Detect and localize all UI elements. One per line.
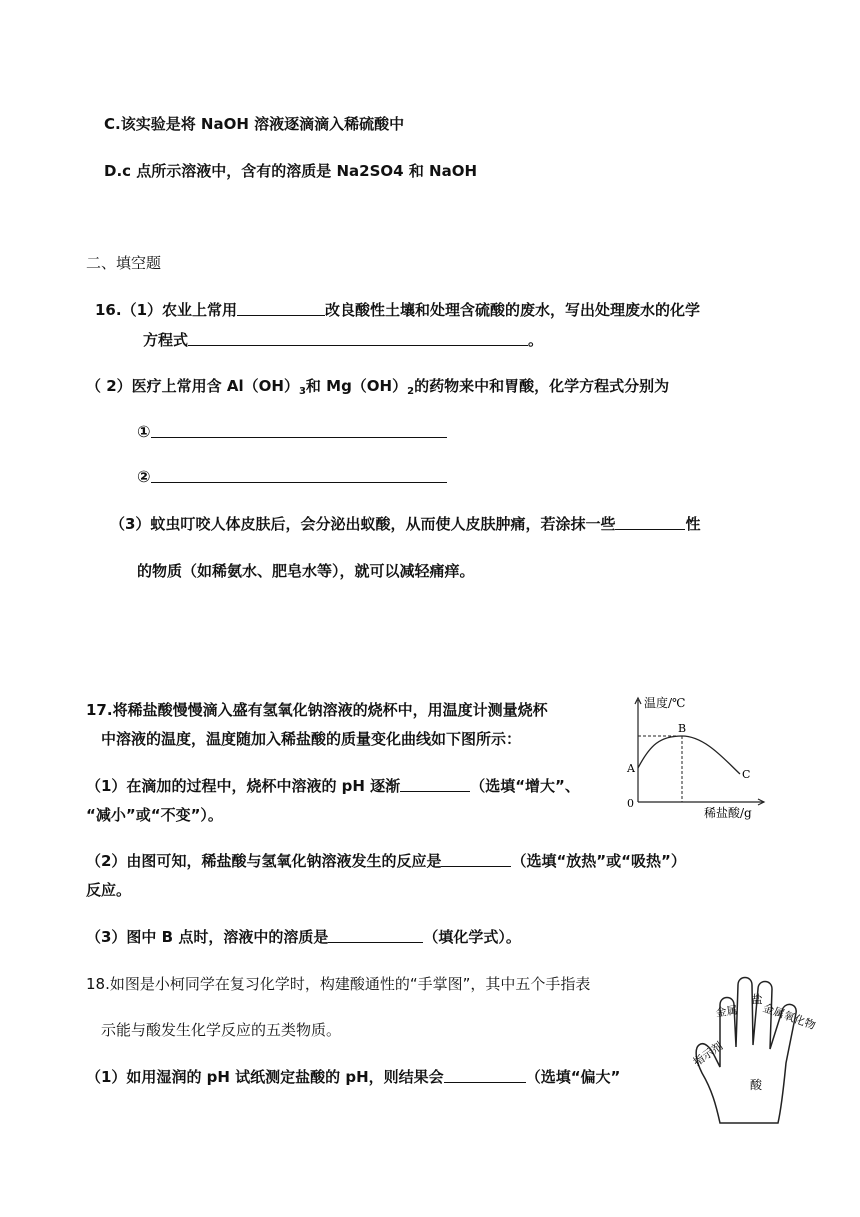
- q16-p1-blank[interactable]: [237, 300, 325, 316]
- q18-part1: [86, 1067, 620, 1087]
- q17-part1-line1: [86, 776, 580, 796]
- q17-part3: [86, 927, 521, 947]
- q17-p3-text-a: （3）图中 B 点时，溶液中的溶质是: [86, 928, 329, 946]
- q18-p1-blank[interactable]: [444, 1067, 526, 1083]
- q16-eq1-blank[interactable]: [151, 422, 447, 438]
- q16-p3-blank[interactable]: [615, 514, 685, 530]
- q17-intro-line1: 17.将稀盐酸慢慢滴入盛有氢氧化钠溶液的烧杯中，用温度计测量烧杯: [86, 701, 548, 719]
- q17-intro-line2: 中溶液的温度，温度随加入稀盐酸的质量变化曲线如下图所示：: [101, 730, 522, 748]
- temperature-curve-figure: [620, 690, 770, 820]
- q17-p2-text-a: （2）由图可知，稀盐酸与氢氧化钠溶液发生的反应是: [86, 852, 442, 870]
- finger-salt-label: 盐: [751, 993, 763, 1006]
- q17-part2-line1: [86, 851, 686, 871]
- palm-acid-label: 酸: [749, 1078, 763, 1092]
- q16-p1-text-b: 改良酸性土壤和处理含硫酸的废水，写出处理废水的化学: [325, 301, 701, 319]
- q16-p2-text-c: 的药物来中和胃酸，化学方程式分别为: [414, 377, 670, 395]
- q16-p3-text-b: 性: [685, 515, 701, 533]
- section-title: 二、填空题: [86, 254, 162, 272]
- q16-p1-text-d: 。: [528, 331, 544, 349]
- origin-label: 0: [627, 797, 634, 810]
- q16-equation-2: [137, 467, 447, 487]
- q16-part1-line2: [143, 330, 543, 350]
- q17-p1-text-b: （选填“增大”、: [470, 777, 580, 795]
- q16-p2-sub1: 3: [298, 386, 306, 397]
- q17-part1-line2: “减小”或“不变”）。: [86, 806, 223, 824]
- finger-metal-label: 金属: [714, 1003, 739, 1020]
- q16-p3-text-a: （3）蚊虫叮咬人体皮肤后，会分泌出蚁酸，从而使人皮肤肿痛，若涂抹一些: [110, 515, 616, 533]
- q16-p1-text-c: 方程式: [143, 331, 189, 349]
- q17-p3-blank[interactable]: [328, 927, 423, 943]
- q18-p1-text-b: （选填“偏大”: [525, 1068, 621, 1086]
- q16-equation-1: [137, 422, 447, 442]
- y-axis-label: 温度/℃: [644, 696, 686, 710]
- point-b-label: B: [678, 722, 687, 735]
- q16-p2-text-a: （ 2）医疗上常用含 Al（OH）: [86, 377, 299, 395]
- finger-oxide-label: 金属氧化物: [761, 1001, 818, 1033]
- q16-eq1-marker: ①: [137, 422, 151, 441]
- x-axis-label: 稀盐酸/g: [704, 806, 752, 820]
- q18-intro-line1: 18.如图是小柯同学在复习化学时，构建酸通性的“手掌图”，其中五个手指表: [86, 975, 591, 993]
- q16-eq2-blank[interactable]: [151, 467, 447, 483]
- q17-p1-blank[interactable]: [400, 776, 470, 792]
- q17-part2-line2: 反应。: [86, 881, 132, 899]
- figure-axes: [635, 698, 764, 805]
- q16-p2-text-b: 和 Mg（OH）: [305, 377, 408, 395]
- point-a-label: A: [627, 762, 635, 775]
- q17-p2-blank[interactable]: [441, 851, 511, 867]
- palm-diagram: [690, 965, 825, 1130]
- q18-intro-line2: 示能与酸发生化学反应的五类物质。: [101, 1021, 342, 1039]
- point-c-label: C: [742, 768, 751, 781]
- q16-part3-line2: 的物质（如稀氨水、肥皂水等），就可以减轻痛痒。: [137, 562, 475, 580]
- option-d: D.c 点所示溶液中，含有的溶质是 Na2SO4 和 NaOH: [104, 162, 478, 180]
- q16-eq2-marker: ②: [137, 467, 151, 486]
- q17-p3-text-b: （填化学式）。: [423, 928, 521, 946]
- q17-p1-text-a: （1）在滴加的过程中，烧杯中溶液的 pH 逐渐: [86, 777, 401, 795]
- q16-part3-line1: [110, 514, 700, 534]
- q18-p1-text-a: （1）如用湿润的 pH 试纸测定盐酸的 pH，则结果会: [86, 1068, 444, 1086]
- q16-p2-sub2: 2: [407, 386, 415, 397]
- q16-number: 16.: [95, 301, 122, 319]
- q16-p1-text-a: （1）农业上常用: [121, 301, 238, 319]
- q16-part2: [86, 376, 669, 402]
- option-c: C.该实验是将 NaOH 溶液逐滴滴入稀硫酸中: [104, 115, 405, 133]
- q16-equation-blank[interactable]: [188, 330, 528, 346]
- finger-indicator-label: 指示剂: [690, 1039, 726, 1069]
- q17-p2-text-b: （选填“放热”或“吸热”）: [511, 852, 686, 870]
- q16-part1-line1: [95, 300, 700, 320]
- temperature-curve: [638, 736, 740, 774]
